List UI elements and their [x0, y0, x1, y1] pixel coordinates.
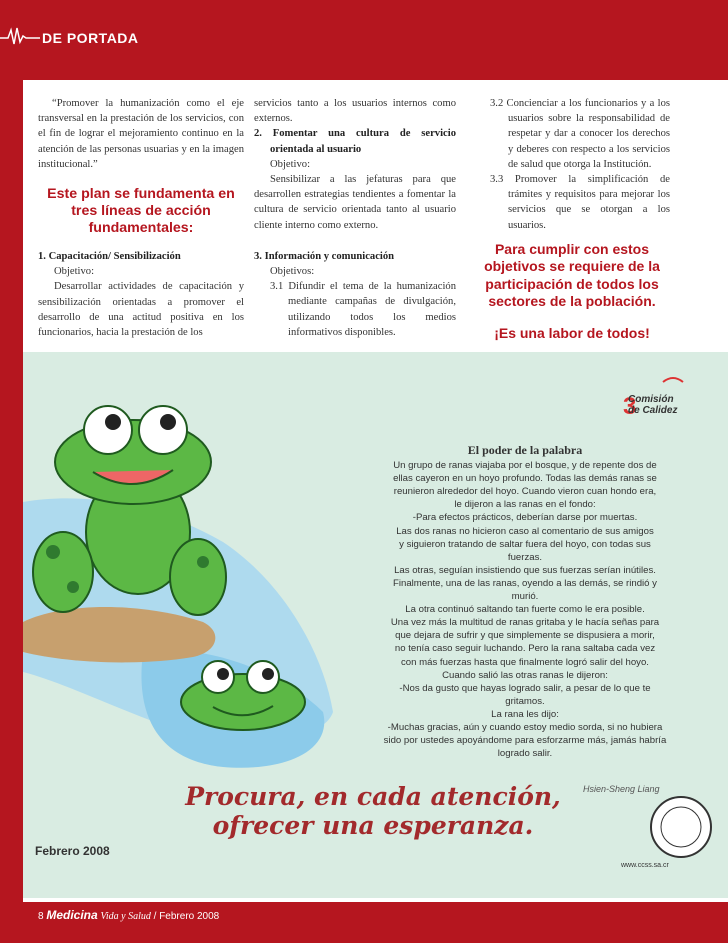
quote: “Promover la humanización como el eje transversal en la prestación de los servicios, con el fin de lograr el mejoramiento continuo en la atención de las personas usuarias y en la imagen institucional.” [38, 98, 244, 170]
story-line: La otra continuó saltando tan fuerte como le era posible. [405, 604, 645, 616]
tagline: ¡Es una labor de todos! [494, 324, 650, 341]
item-2-objective: Objetivo: [270, 158, 311, 170]
highlight-plan: Este plan se fundamenta en tres líneas de acción fundamentales: [47, 186, 235, 237]
story-line: -Nos da gusto que hayas logrado salir, a pesar de lo que te [399, 682, 651, 694]
story-line: La rana les dijo: [491, 708, 559, 720]
story-line: reunieron alrededor del hoyo. Cuando vieron cuan hondo era, [393, 486, 657, 498]
story-line: -Muchas gracias, aún y cuando estoy medio sorda, si no hubiera [387, 721, 663, 733]
brand-sub: Vida y Salud [100, 911, 151, 922]
story-line: con más fuerzas hasta que finalmente logró salir del hoyo. [401, 656, 649, 668]
highlight-cumplir: Para cumplir con estos objetivos se requiere de la participación de todos los sectores de la población. [484, 240, 660, 310]
story-line: no tenía caso seguir luchando. Pero la rana saltaba cada vez [394, 643, 656, 655]
story-title: El poder de la palabra [467, 443, 583, 457]
item-1-text: Desarrollar actividades de capacitación y sensibilización orientadas a promover el desarrollo de una actitud positiva en los funcionarios, hacia la prestación de los [38, 281, 244, 339]
col2-continuation: servicios tanto a los usuarios internos como externos. [254, 98, 456, 125]
item-2-text: Sensibilizar a las jefaturas para que desarrollen estrategias tendientes a fomentar la cultura de servicio orientada tanto al usuario cliente interno como externo. [254, 174, 456, 231]
item-2-title: 2. Fomentar una cultura de servicio orientada al usuario [254, 128, 456, 155]
story-line: Las otras, seguían insistiendo que sus fuerzas serían inútiles. [394, 564, 656, 576]
footer-text [38, 908, 219, 922]
story-line: gritamos. [505, 695, 545, 707]
footer-date: / Febrero 2008 [153, 911, 220, 922]
story-line: Una vez más la multitud de ranas gritaba y le hacía señas para [390, 617, 660, 629]
comision-logo-text: Comisión de Calidez [628, 394, 678, 416]
item-1-objective: Objetivo: [54, 266, 95, 278]
section-label: DE PORTADA [42, 30, 139, 46]
story-line: y siguieron tratando de saltar fuera del hoyo, con todas sus [399, 538, 651, 550]
brand: Medicina [46, 908, 98, 922]
item-3-title: 3. Información y comunicación [254, 250, 395, 262]
story-line: Cuando salió las otras ranas le dijeron: [442, 669, 608, 681]
poster [23, 352, 728, 898]
story-line: fuerzas. [507, 551, 543, 563]
heartbeat-icon [0, 24, 40, 48]
column-2 [254, 96, 456, 340]
item-3-2: 3.2 Concienciar a los funcionarios y a los usuarios sobre la responsabilidad de respetar y dar a conocer los derechos y deberes con respecto a los servicios de salud que otorga la Institución. [490, 98, 670, 170]
story-line: Las dos ranas no hicieron caso al comentario de sus amigos [396, 525, 654, 537]
story-line: sido por ustedes apoyándome para esforzarme más, jamás habría [383, 735, 667, 747]
story-line: murió. [511, 591, 539, 603]
story-line: que dejara de sufrir y que simplemente se dispusiera a morir, [395, 630, 655, 642]
item-3-1: 3.1 Difundir el tema de la humanización mediante campañas de divulgación, utilizando todos los medios informativos disponibles. [270, 281, 456, 338]
item-3-objective: Objetivos: [270, 266, 315, 278]
page-number: 8 [38, 911, 44, 922]
story-line: ellas cayeron en un hoyo profundo. Todas las demás ranas se [393, 473, 657, 485]
item-1-title: 1. Capacitación/ Sensibilización [38, 251, 181, 263]
svg-text:3: 3 [623, 393, 637, 420]
story-line: -Para efectos prácticos, deberían darse por muertas. [412, 512, 638, 524]
poster-url: www.ccss.sa.cr [621, 862, 669, 869]
poster-slogan: Procura, en cada atención, ofrecer una esperanza. [185, 782, 561, 840]
story-line: logrado salir. [497, 748, 553, 760]
column-1 [38, 96, 244, 340]
story-line: le dijeron a las ranas en el fondo: [454, 499, 596, 511]
story [365, 444, 685, 760]
item-3-3: 3.3 Promover la simplificación de trámites y requisitos para mejorar los servicios que se otorgan a los usuarios. [490, 174, 670, 231]
story-author: Hsien-Sheng Liang [583, 784, 660, 794]
story-line: Finalmente, una de las ranas, oyendo a las demás, se rindió y [393, 577, 657, 589]
ccss-seal [651, 797, 711, 857]
story-line: Un grupo de ranas viajaba por el bosque, y de repente dos de [393, 460, 657, 472]
column-3 [474, 96, 670, 342]
poster-date: Febrero 2008 [35, 844, 110, 858]
